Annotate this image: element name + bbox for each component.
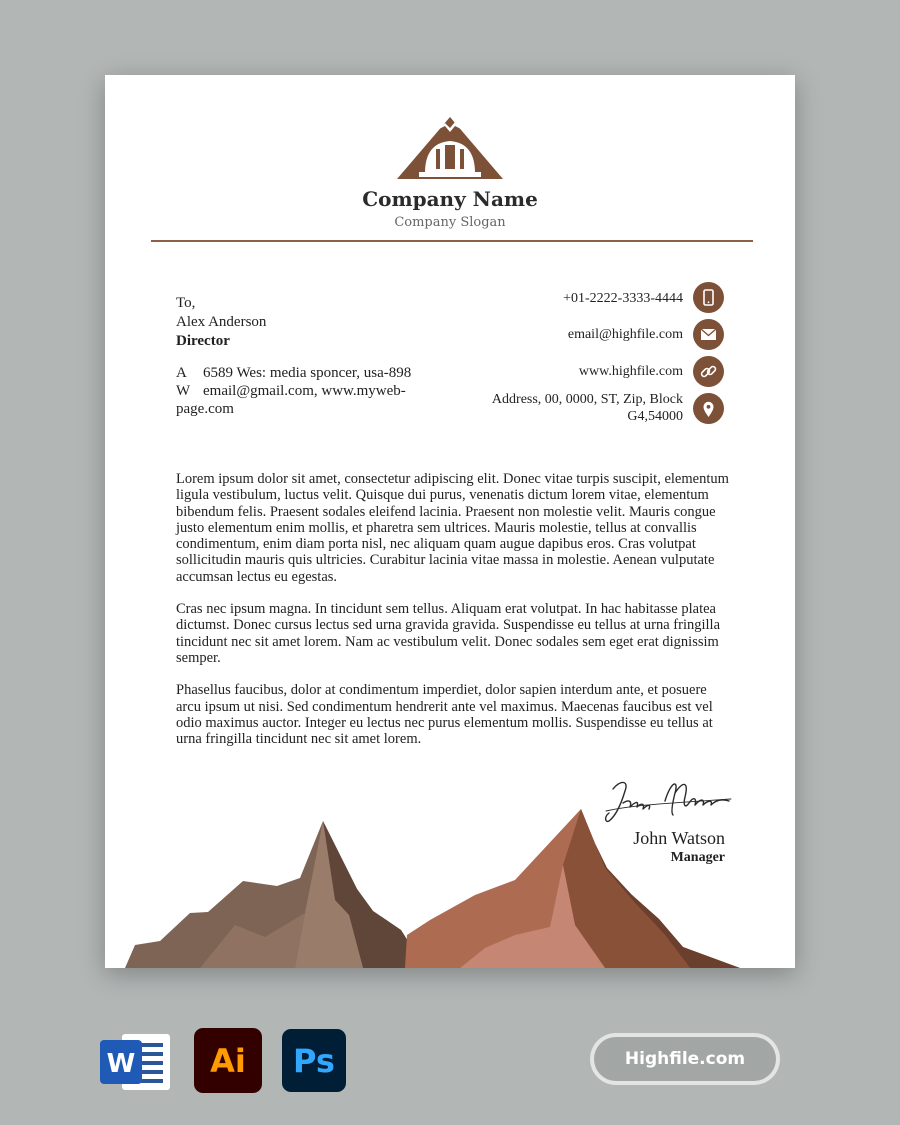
word-letter: W <box>106 1049 136 1079</box>
signer-title: Manager <box>670 850 725 865</box>
recipient-name: Alex Anderson <box>176 314 267 330</box>
link-icon <box>693 356 724 387</box>
recipient-address <box>176 364 441 418</box>
illustrator-icon <box>194 1028 262 1093</box>
web-label: W <box>176 383 191 399</box>
mountain-hardhat-logo-icon <box>395 115 505 181</box>
salutation: To, <box>176 295 196 311</box>
brand-label: Highfile.com <box>594 1037 776 1081</box>
illustrator-label: Ai <box>210 1041 246 1080</box>
contact-website: www.highfile.com <box>578 364 683 379</box>
signer-name: John Watson <box>633 828 725 848</box>
web-row <box>176 382 441 400</box>
recipient-title: Director <box>176 333 230 349</box>
recipient-block <box>176 294 266 351</box>
contact-address <box>453 391 683 425</box>
word-icon <box>100 1028 172 1094</box>
contact-address-line2: G4,54000 <box>627 409 683 424</box>
address-row <box>176 364 441 382</box>
photoshop-label: Ps <box>293 1041 335 1080</box>
web-value-continued: page.com <box>176 401 234 417</box>
header-divider <box>151 240 753 242</box>
contact-address-line1: Address, 00, 0000, ST, Zip, Block <box>491 392 683 407</box>
company-slogan: Company Slogan <box>394 215 506 230</box>
photoshop-icon <box>282 1029 346 1092</box>
location-pin-icon <box>693 393 724 424</box>
body-paragraph: Phasellus faucibus, dolor at condimentum imperdiet, dolor sapien interdum ante, et posuere arcu ipsum ut nisi. Sed condimentum hendrerit ante vel maximus. Maecenas faucibus est vel odio maximus auctor. Integer eu lectus nec purus elementum mollis. Suspendisse eu tellus at urna fringilla tincidunt nec sit amet lorem. <box>176 682 713 748</box>
signature-image <box>601 771 736 831</box>
brand-badge[interactable] <box>590 1033 780 1085</box>
address-label: A <box>176 365 187 381</box>
body-paragraph: Lorem ipsum dolor sit amet, consectetur adipiscing elit. Donec vitae turpis suscipit, elementum ligula vestibulum, luctus velit. Quisque dui purus, venenatis dictum lorem vitae, elementum bibendum felis. Praesent sodales eleifend lacinia. Praesent non molestie velit. Mauris congue justo elementum enim mollis, et pharetra sem ultrices. Mauris molestie, tellus at convallis condimentum, enim diam porta nisl, nec aliquam quam augue dapibus eros. Cras volutpat sollicitudin mauris quis ultricies. Curabitur lacinia vitae massa in molestie. Aenean vulputate accumsan lectus eu egestas. <box>176 471 729 585</box>
letter-body <box>176 471 734 763</box>
mail-icon <box>693 319 724 350</box>
phone-icon <box>693 282 724 313</box>
contact-email: email@highfile.com <box>567 327 683 342</box>
letterhead-page <box>105 75 795 968</box>
company-name: Company Name <box>362 187 538 211</box>
web-value: email@gmail.com, www.myweb- <box>203 383 406 399</box>
body-paragraph: Cras nec ipsum magna. In tincidunt sem tellus. Aliquam erat volutpat. In hac habitasse platea dictumst. Donec cursus lectus sed urna gravida gravida. Suspendisse eu tellus at urna fringilla tincidunt nec sit amet lorem. Nam ac vestibulum velit. Donec sodales sem eget erat dignissim semper. <box>176 601 721 666</box>
address-value: 6589 Wes: media sponcer, usa-898 <box>203 365 412 381</box>
contact-phone: +01-2222-3333-4444 <box>563 291 683 306</box>
